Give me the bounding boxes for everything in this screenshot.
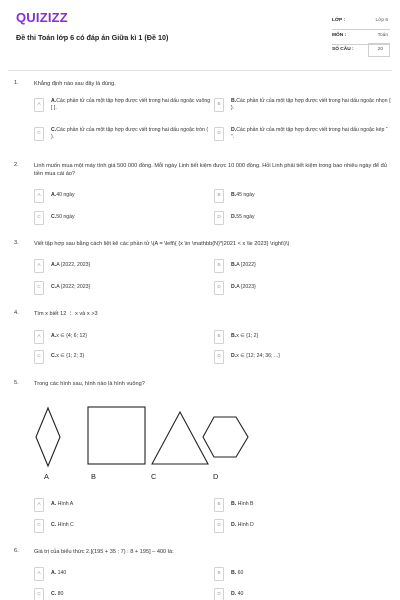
option-text: B.x ∈ {1; 2} [231,333,259,339]
option-c[interactable] [34,281,214,295]
option-letter: A [37,101,41,106]
question-shapes-figure [30,400,280,470]
option-letter: B [217,262,221,267]
option-letter: A [37,333,41,338]
option-letter: D [217,522,221,527]
option-letter: A [37,501,41,506]
option-text: A.x ∈ {4; 6; 12} [51,333,87,339]
option-a[interactable] [34,98,214,112]
option-letter: C [37,214,41,219]
shape-label-d: D [213,472,219,481]
meta-count-value: 20 [377,47,383,52]
question-number: 5. [14,380,19,386]
option-d[interactable] [214,350,394,364]
option-text: A. Hình A [51,501,74,507]
option-c[interactable] [34,350,214,364]
option-text: B.Các phần tử của một tập hợp được viết trong hai dấu ngoặc nhọn { }. [231,97,391,112]
option-letter: A [37,192,41,197]
question-text: Khẳng định nào sau đây là đúng. [34,81,116,87]
option-d[interactable] [214,519,394,533]
question-text: Tìm x biết 12 ⋮ x và x >3 [34,311,98,317]
option-a[interactable] [34,567,214,581]
option-text: D. Hình D [231,522,254,528]
option-letter: D [217,353,221,358]
quizizz-logo: QUIZIZZ [16,10,68,25]
option-text: C.50 ngày [51,214,75,220]
header-divider [8,70,392,71]
meta-class-label: LỚP : [332,18,346,23]
question-number: 1. [14,80,19,86]
question-number: 3. [14,240,19,246]
option-a[interactable] [34,189,214,203]
option-text: D.55 ngày [231,214,255,220]
option-b[interactable] [214,330,394,344]
option-letter: A [37,570,41,575]
option-letter: D [217,214,221,219]
option-a[interactable] [34,330,214,344]
meta-subject-label: MÔN : [332,33,347,38]
shape-label-a: A [44,472,49,481]
option-text: B. 60 [231,570,244,576]
option-a[interactable] [34,259,214,273]
option-letter: C [37,130,41,135]
option-b[interactable] [214,567,394,581]
option-d[interactable] [214,281,394,295]
meta-class-value: Lớp 6 [375,18,388,23]
option-text: C.A {2022; 2023} [51,284,91,290]
option-text: A.A {2022, 2023} [51,262,91,268]
option-text: C. Hình C [51,522,74,528]
option-c[interactable] [34,588,214,600]
question-text: Viết tập hợp sau bằng cách liệt kê các phần tử \(A = \left\{ {x \in \mathbb{N}*|2021 < x \le 2023} \right\}\) [34,241,290,247]
option-letter: C [37,591,41,596]
shape-label-c: C [151,472,157,481]
option-letter: D [217,130,221,135]
option-letter: D [217,284,221,289]
option-text: D. 40 [231,591,244,597]
option-d[interactable] [214,211,394,225]
option-letter: A [37,262,41,267]
option-text: B. Hình B [231,501,254,507]
option-d[interactable] [214,127,394,141]
question-text: Linh muốn mua một máy tính giá 500 000 đồng. Mỗi ngày Linh tiết kiệm được 10 000 đồng. Hỏi Linh phải tiết kiệm trong bao nhiêu ngày để đủ tiền mua cái áo? [34,163,387,178]
option-text: A.40 ngày [51,192,75,198]
option-text: D.x ∈ {12; 24; 36; ...} [231,353,280,359]
question-text: Trong các hình sau, hình nào là hình vuông? [34,381,145,387]
option-letter: C [37,353,41,358]
shape-label-b: B [91,472,96,481]
option-letter: B [217,333,221,338]
option-b[interactable] [214,498,394,512]
option-text: C. 80 [51,591,64,597]
option-c[interactable] [34,211,214,225]
option-b[interactable] [214,98,394,112]
triangle-shape [152,412,208,464]
option-a[interactable] [34,498,214,512]
hexagon-shape [203,417,248,457]
option-text: B.A {2022} [231,262,256,268]
worksheet-header [0,0,400,66]
option-text: C.Các phần tử của một tập hợp được viết trong hai dấu ngoặc tròn ( ). [51,126,209,141]
option-letter: B [217,101,221,106]
option-letter: B [217,192,221,197]
option-text: C.x ∈ {1; 2; 3} [51,353,85,359]
option-letter: C [37,522,41,527]
option-c[interactable] [34,127,214,141]
option-c[interactable] [34,519,214,533]
meta-subject-value: Toán [377,33,388,38]
square-shape [88,407,145,464]
question-number: 4. [14,310,19,316]
option-d[interactable] [214,588,394,600]
rhombus-shape [36,408,60,466]
option-letter: B [217,501,221,506]
option-b[interactable] [214,189,394,203]
option-letter: D [217,591,221,596]
option-text: D.Các phần tử của một tập hợp được viết trong hai dấu ngoặc kép “ ”. [231,126,388,141]
question-number: 6. [14,548,19,554]
page-title: Đề thi Toán lớp 6 có đáp án Giữa kì 1 (Đề 10) [16,33,169,42]
option-text: A.Các phần tử của một tập hợp được viết trong hai dấu ngoặc vuông [ ]. [51,97,211,112]
meta-class-row [332,16,390,30]
question-text: Giá trị của biểu thức 2.[(195 + 35 : 7) : 8 + 195] – 400 là: [34,549,174,555]
option-text: A. 140 [51,570,67,576]
option-text: D.A {2023} [231,284,256,290]
meta-count-label: SỐ CÂU : [332,47,354,52]
option-letter: C [37,284,41,289]
question-number: 2. [14,162,19,168]
meta-divider [332,29,390,30]
option-letter: B [217,570,221,575]
option-b[interactable] [214,259,394,273]
meta-count-row [332,45,390,59]
option-text: B.45 ngày [231,192,255,198]
